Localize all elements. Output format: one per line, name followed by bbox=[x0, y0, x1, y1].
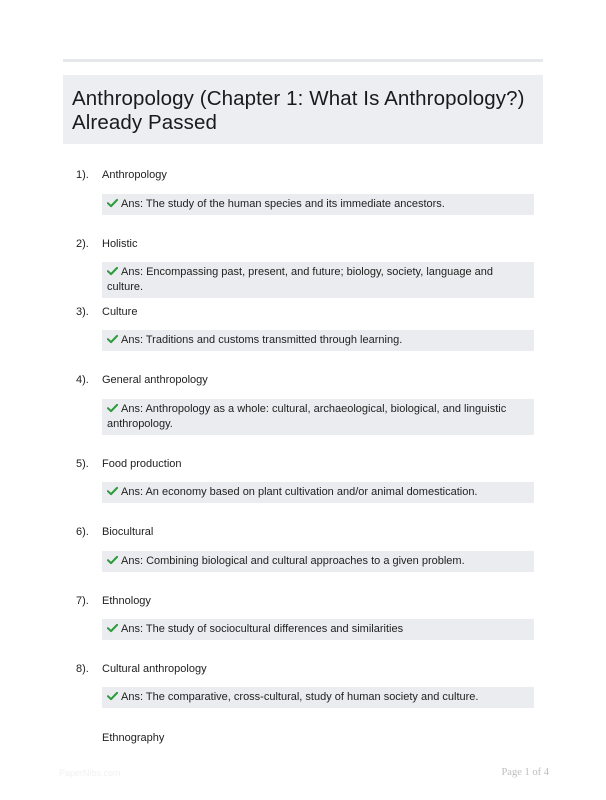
answer-box bbox=[102, 551, 534, 572]
answer-box bbox=[102, 619, 534, 640]
question-number: 4). bbox=[76, 374, 89, 386]
question-term: Holistic bbox=[102, 238, 138, 250]
answer-text: Ans: Anthropology as a whole: cultural, archaeological, biological, and linguistic anthropology. bbox=[107, 403, 507, 430]
header-rule bbox=[63, 59, 543, 62]
question-term: Biocultural bbox=[102, 526, 154, 538]
question-number: 1). bbox=[76, 169, 89, 181]
title-banner bbox=[63, 75, 543, 144]
check-icon bbox=[107, 691, 118, 701]
answer-text: Ans: Traditions and customs transmitted through learning. bbox=[121, 334, 403, 346]
page-indicator: Page 1 of 4 bbox=[501, 767, 549, 778]
check-icon bbox=[107, 486, 118, 496]
answer-box bbox=[102, 330, 534, 351]
question-number: 3). bbox=[76, 306, 89, 318]
footer-watermark: PaperNibs.com bbox=[59, 768, 121, 778]
check-icon bbox=[107, 623, 118, 633]
answer-text: Ans: Encompassing past, present, and future; biology, society, language and culture. bbox=[107, 266, 493, 293]
question-term: Ethnology bbox=[102, 595, 151, 607]
answer-box bbox=[102, 262, 534, 298]
question-term: Cultural anthropology bbox=[102, 663, 207, 675]
question-term: Anthropology bbox=[102, 169, 167, 181]
answer-text: Ans: The study of sociocultural differences and similarities bbox=[121, 623, 404, 635]
answer-text: Ans: Combining biological and cultural approaches to a given problem. bbox=[121, 555, 465, 567]
question-term: General anthropology bbox=[102, 374, 208, 386]
question-term: Culture bbox=[102, 306, 138, 318]
question-term: Food production bbox=[102, 458, 182, 470]
answer-text: Ans: The study of the human species and its immediate ancestors. bbox=[121, 198, 445, 210]
question-number: 5). bbox=[76, 458, 89, 470]
question-number: 7). bbox=[76, 595, 89, 607]
answer-box bbox=[102, 194, 534, 215]
question-term: Ethnography bbox=[102, 732, 165, 744]
check-icon bbox=[107, 403, 118, 413]
answer-box bbox=[102, 687, 534, 708]
question-number: 6). bbox=[76, 526, 89, 538]
check-icon bbox=[107, 555, 118, 565]
check-icon bbox=[107, 198, 118, 208]
answer-box bbox=[102, 482, 534, 503]
check-icon bbox=[107, 266, 118, 276]
page-title: Anthropology (Chapter 1: What Is Anthropology?) Already Passed bbox=[72, 87, 525, 134]
question-number: 8). bbox=[76, 663, 89, 675]
answer-text: Ans: An economy based on plant cultivation and/or animal domestication. bbox=[121, 486, 478, 498]
answer-box bbox=[102, 399, 534, 435]
answer-text: Ans: The comparative, cross-cultural, study of human society and culture. bbox=[121, 691, 479, 703]
check-icon bbox=[107, 334, 118, 344]
question-number: 2). bbox=[76, 238, 89, 250]
